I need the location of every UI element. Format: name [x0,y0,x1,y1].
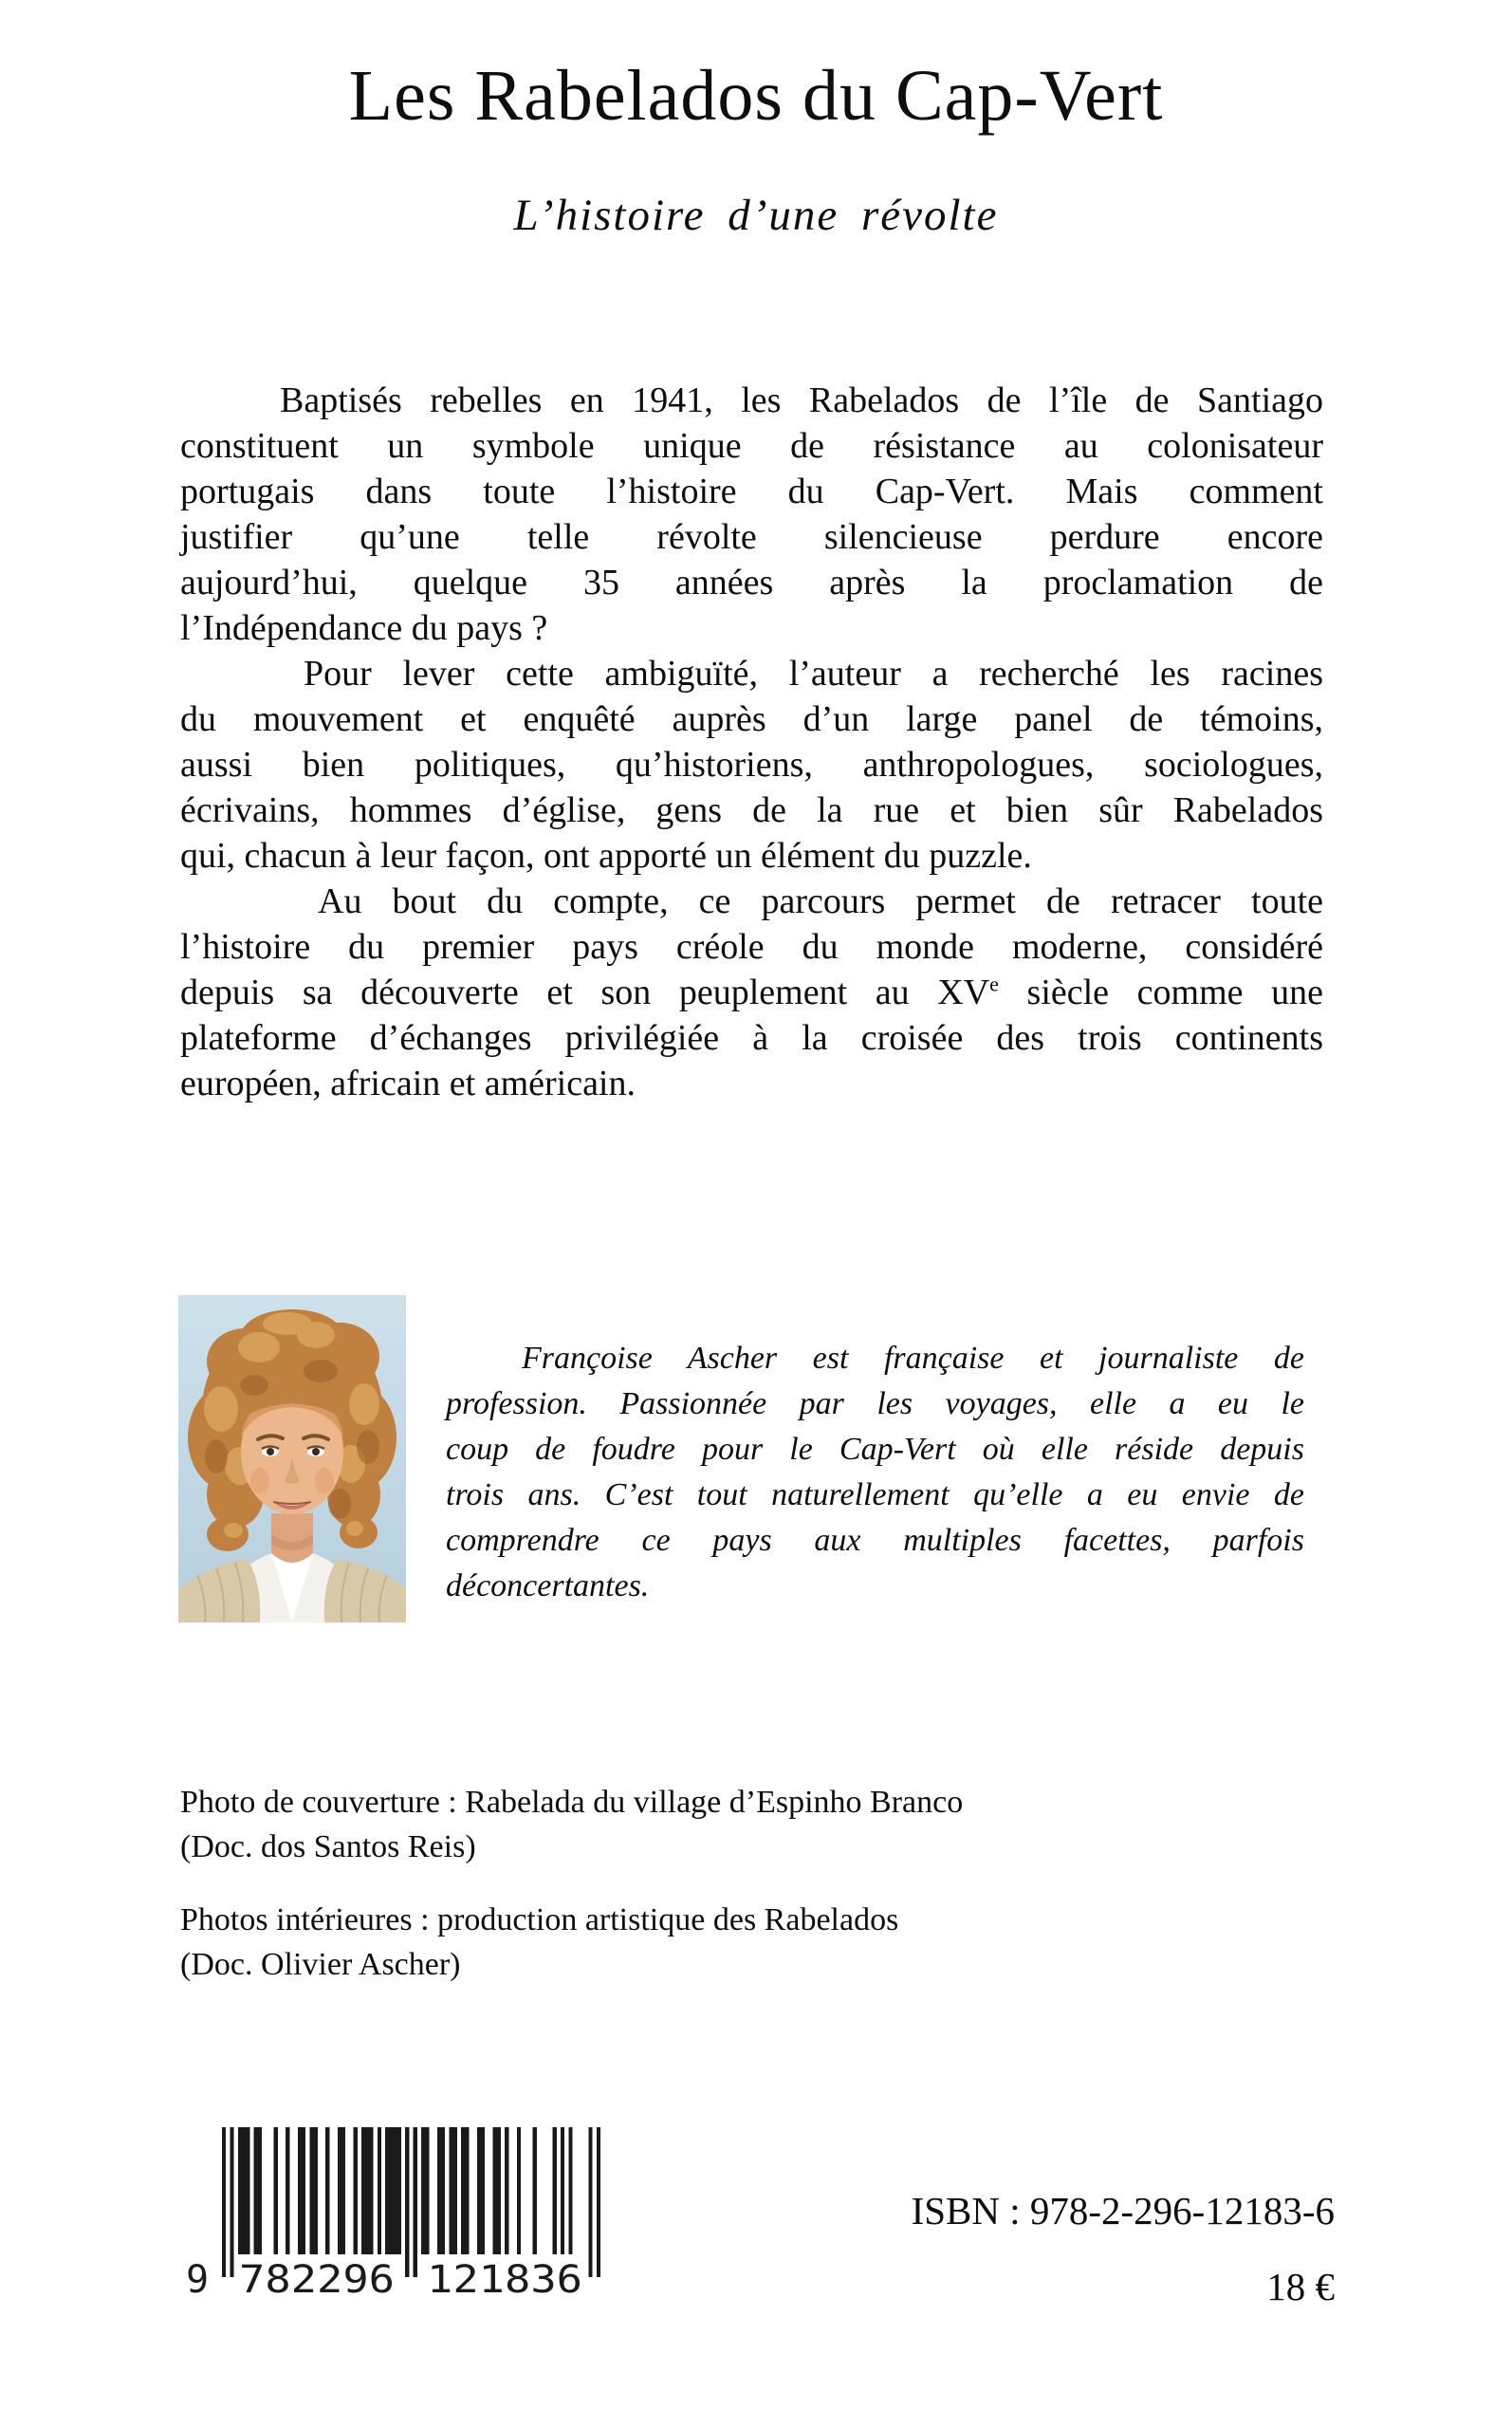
text-line: constituent un symbole unique de résistance au colonisateur [180,426,1323,466]
text-line: justifier qu’une telle révolte silencieuse perdure encore [180,517,1323,557]
author-portrait-illustration [178,1295,406,1622]
text-line: profession. Passionnée par les voyages, elle a eu le [446,1386,1304,1421]
text-line: aussi bien politiques, qu’historiens, anthropologues, sociologues, [180,745,1323,785]
synopsis-paragraph-2 [180,651,1323,879]
author-bio [446,1336,1304,1609]
text-line: plateforme d’échanges privilégiée à la croisée des trois continents [180,1018,1323,1058]
text-line: déconcertantes. [446,1568,650,1603]
text-line: l’Indépendance du pays ? [180,608,548,648]
text-line: comprendre ce pays aux multiples facettes, parfois [446,1523,1304,1558]
price: 18 € [1266,2265,1335,2308]
text-line: européen, africain et américain. [180,1064,636,1103]
synopsis [180,378,1323,1106]
interior-photos-credit [180,1898,898,1987]
author-photo [178,1295,406,1622]
text-line: Pour lever cette ambiguïté, l’auteur a recherché les racines [304,654,1323,694]
book-title: Les Rabelados du Cap-Vert [348,56,1164,136]
barcode-digit-left: 9 [186,2258,210,2302]
cover-photo-credit [180,1780,963,1869]
isbn-number: ISBN : 978-2-296-12183-6 [911,2189,1335,2233]
synopsis-paragraph-3 [180,879,1323,1106]
text-line [180,970,1323,1015]
text-line: (Doc. Olivier Ascher) [180,1947,461,1982]
barcode-group-right: 121836 [427,2258,582,2302]
text-segment: depuis sa découverte et son peuplement au XV [180,973,990,1012]
text-line: Photo de couverture : Rabelada du village d’Espinho Branco [180,1785,964,1820]
text-segment: siècle comme une [998,973,1324,1012]
text-line: coup de foudre pour le Cap-Vert où elle réside depuis [446,1432,1304,1467]
text-line: portugais dans toute l’histoire du Cap-Vert. Mais comment [180,472,1323,511]
book-subtitle: L’histoire d’une révolte [513,191,999,240]
superscript-e: e [989,972,999,996]
barcode-group-left: 782296 [239,2258,395,2302]
text-line: aujourd’hui, quelque 35 années après la proclamation de [180,563,1323,602]
text-line: Photos intérieures : production artistique des Rabelados [180,1902,899,1937]
text-line: du mouvement et enquêté auprès d’un large panel de témoins, [180,699,1323,739]
text-line: Baptisés rebelles en 1941, les Rabelados de l’île de Santiago [280,380,1323,420]
text-line: trois ans. C’est tout naturellement qu’elle a eu envie de [446,1477,1304,1512]
ean13-barcode [178,2127,615,2303]
text-line: l’histoire du premier pays créole du monde moderne, considéré [180,927,1323,967]
text-line: qui, chacun à leur façon, ont apporté un élément du puzzle. [180,836,1032,876]
text-line: écrivains, hommes d’église, gens de la rue et bien sûr Rabelados [180,790,1323,830]
synopsis-paragraph-1 [180,378,1323,651]
text-line: Au bout du compte, ce parcours permet de retracer toute [318,881,1323,921]
text-line: Françoise Ascher est française et journaliste de [522,1341,1304,1376]
text-line: (Doc. dos Santos Reis) [180,1829,476,1864]
